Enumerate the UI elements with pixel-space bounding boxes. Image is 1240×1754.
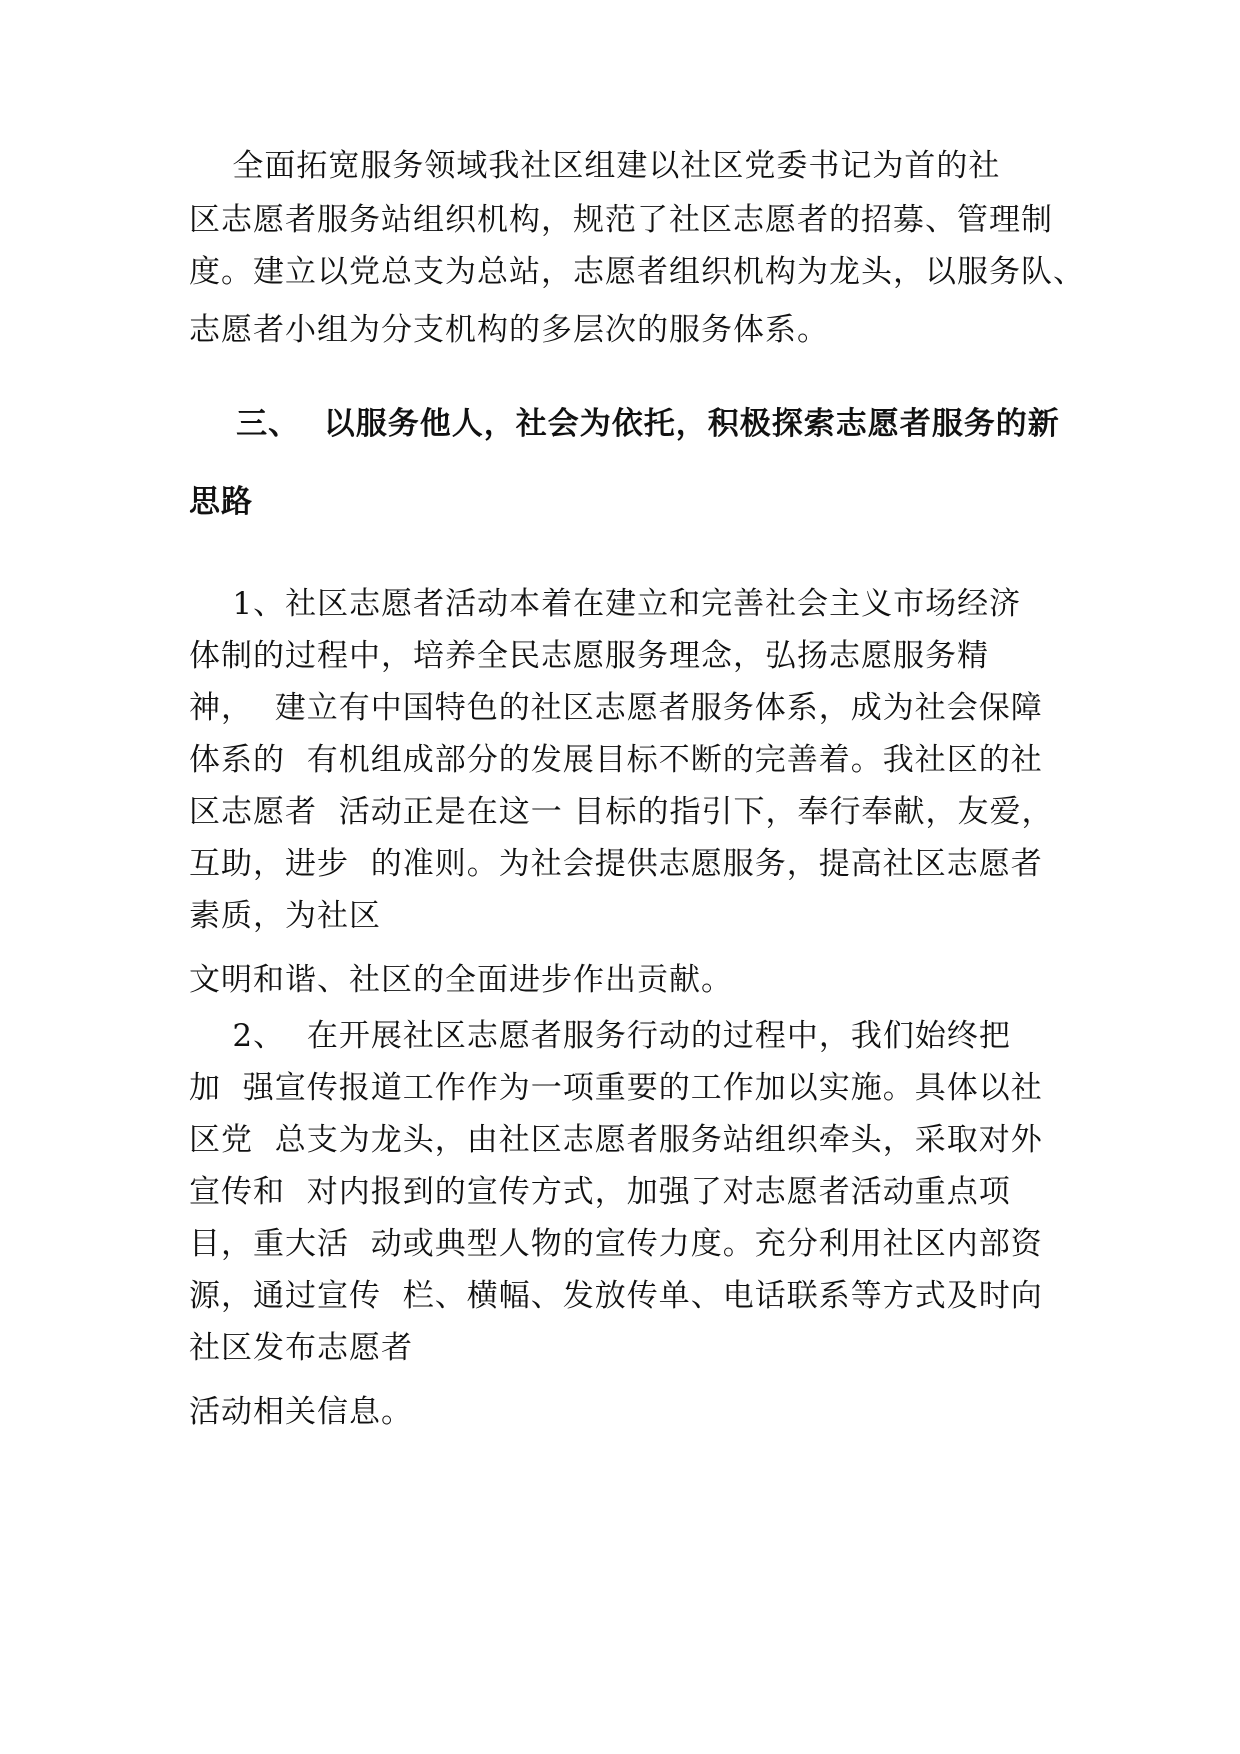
paragraph-line: 区志愿者服务站组织机构，规范了社区志愿者的招募、管理制	[189, 202, 1053, 238]
item-1-line: 区志愿者 活动正是在这一 目标的指引下，奉行奉献，友爱，	[189, 794, 1054, 830]
item-2-line: 2、 在开展社区志愿者服务行动的过程中，我们始终把	[189, 1018, 1011, 1054]
item-2-line: 目，重大活 动或典型人物的宣传力度。充分利用社区内部资	[189, 1226, 1043, 1262]
section-heading: 三、 以服务他人，社会为依托，积极探索志愿者服务的新	[189, 406, 1060, 442]
item-1-line: 神， 建立有中国特色的社区志愿者服务体系，成为社会保障	[189, 690, 1043, 726]
item-1-line: 体系的 有机组成部分的发展目标不断的完善着。我社区的社	[189, 742, 1043, 778]
item-2-line: 加 强宣传报道工作作为一项重要的工作加以实施。具体以社	[189, 1070, 1043, 1106]
item-1-line: 体制的过程中，培养全民志愿服务理念，弘扬志愿服务精	[189, 638, 989, 674]
paragraph-line: 度。建立以党总支为总站，志愿者组织机构为龙头，以服务队、	[189, 254, 1085, 290]
item-2-line: 区党 总支为龙头，由社区志愿者服务站组织牵头，采取对外	[189, 1122, 1043, 1158]
item-2-line: 宣传和 对内报到的宣传方式，加强了对志愿者活动重点项	[189, 1174, 1011, 1210]
paragraph-line: 志愿者小组为分支机构的多层次的服务体系。	[189, 312, 829, 348]
item-2-line: 社区发布志愿者	[189, 1330, 413, 1366]
item-1-line: 互助，进步 的准则。为社会提供志愿服务，提高社区志愿者	[189, 846, 1043, 882]
item-2-line: 源，通过宣传 栏、横幅、发放传单、电话联系等方式及时向	[189, 1278, 1043, 1314]
item-2-line: 活动相关信息。	[189, 1394, 413, 1430]
section-heading-continued: 思路	[189, 484, 253, 520]
item-1-line: 文明和谐、社区的全面进步作出贡献。	[189, 962, 733, 998]
paragraph-line: 全面拓宽服务领域我社区组建以社区党委书记为首的社	[189, 148, 1001, 184]
item-1-line: 素质，为社区	[189, 898, 381, 934]
item-1-line: 1、社区志愿者活动本着在建立和完善社会主义市场经济	[189, 586, 1022, 622]
